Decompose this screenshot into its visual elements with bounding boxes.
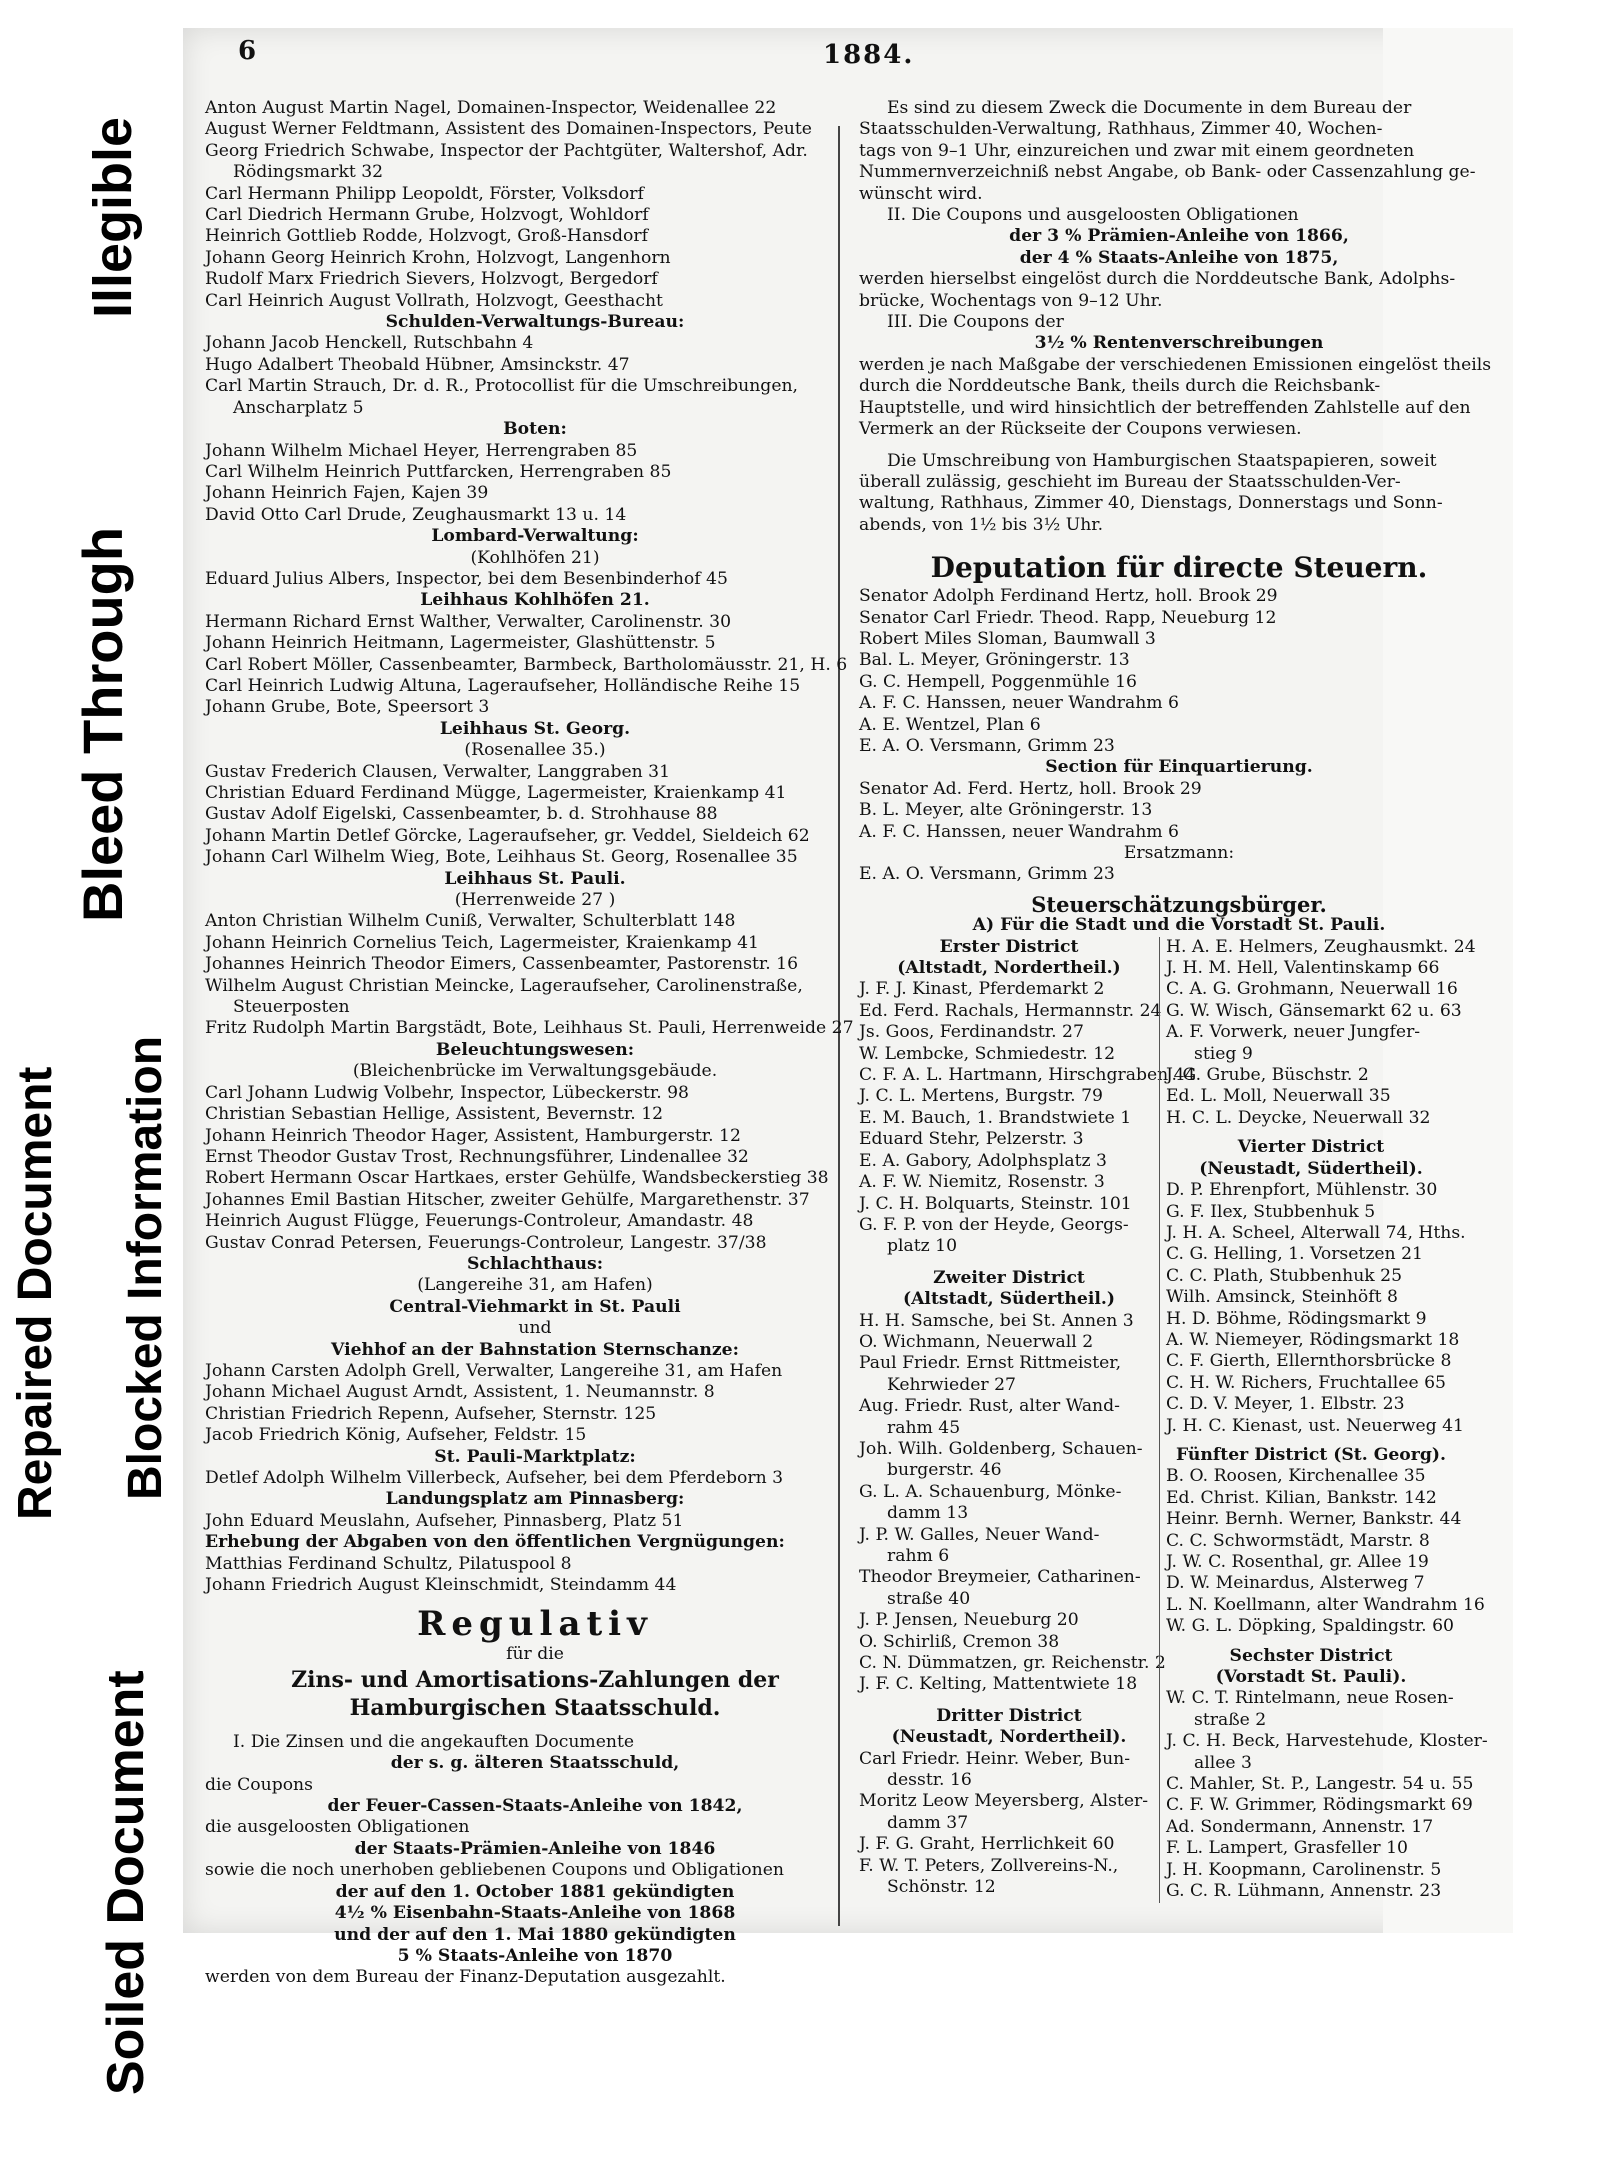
text-line: David Otto Carl Drude, Zeughausmarkt 13 u. 14 [205, 504, 627, 525]
text-line: C. Mahler, St. P., Langestr. 54 u. 55 [1166, 1774, 1474, 1795]
text-line: Robert Miles Sloman, Baumwall 3 [859, 628, 1156, 649]
district-subtitle: (Vorstadt St. Pauli). [1215, 1667, 1407, 1688]
text-line: Gustav Adolf Eigelski, Cassenbeamter, b. d. Strohhause 88 [205, 804, 718, 825]
text-line: E. A. O. Versmann, Grimm 23 [859, 735, 1115, 756]
text-line: Johann Wilhelm Michael Heyer, Herrengraben 85 [205, 440, 638, 461]
text-line: tags von 9–1 Uhr, einzureichen und zwar mit einem geordneten [859, 140, 1415, 161]
regulativ-title: Regulativ [417, 1604, 653, 1645]
section-heading: Leihhaus St. Georg. [439, 718, 631, 739]
text-line: J. C. H. Beck, Harvestehude, Kloster- [1166, 1731, 1488, 1752]
regulativ-subtitle: Zins- und Amortisations-Zahlungen der [291, 1666, 779, 1693]
text-line: der 3 % Prämien-Anleihe von 1866, [1009, 226, 1349, 247]
section-subheading: (Bleichenbrücke im Verwaltungsgebäude. [352, 1061, 718, 1082]
text-line: John Eduard Meuslahn, Aufseher, Pinnasberg, Platz 51 [205, 1510, 684, 1531]
section-subheading: (Herrenweide 27 ) [454, 890, 616, 911]
text-line: Aug. Friedr. Rust, alter Wand- [859, 1396, 1120, 1417]
text-line: rahm 45 [887, 1417, 961, 1438]
text-line: platz 10 [887, 1236, 958, 1257]
text-line: Ed. L. Moll, Neuerwall 35 [1166, 1086, 1391, 1107]
section-subheading: (Kohlhöfen 21) [470, 547, 600, 568]
text-line: B. L. Meyer, alte Gröningerstr. 13 [859, 800, 1153, 821]
text-line: werden hierselbst eingelöst durch die Norddeutsche Bank, Adolphs- [859, 269, 1456, 290]
text-line: W. C. T. Rintelmann, neue Rosen- [1166, 1688, 1454, 1709]
deputation-title: Deputation für directe Steuern. [930, 551, 1428, 585]
text-line: B. O. Roosen, Kirchenallee 35 [1166, 1466, 1426, 1487]
text-line: Anton August Martin Nagel, Domainen-Inspector, Weidenallee 22 [205, 98, 777, 118]
text-line: Rödingsmarkt 32 [233, 162, 384, 183]
text-line: der Feuer-Cassen-Staats-Anleihe von 1842, [327, 1796, 743, 1817]
text-line: Johann Carl Wilhelm Wieg, Bote, Leihhaus St. Georg, Rosenallee 35 [205, 847, 798, 868]
text-line: C. F. Gierth, Ellernthorsbrücke 8 [1166, 1351, 1452, 1372]
text-line: A. F. C. Hanssen, neuer Wandrahm 6 [859, 821, 1179, 842]
text-line: D. P. Ehrenpfort, Mühlenstr. 30 [1166, 1180, 1438, 1201]
text-line: J. W. C. Rosenthal, gr. Allee 19 [1166, 1552, 1429, 1572]
district-title: Dritter District [936, 1705, 1082, 1726]
label-illegible: Illegible [83, 116, 143, 318]
text-line: Carl Diedrich Hermann Grube, Holzvogt, Wohldorf [205, 205, 649, 226]
text-line: abends, von 1½ bis 3½ Uhr. [859, 514, 1104, 535]
text-line: Carl Hermann Philipp Leopoldt, Förster, Volksdorf [205, 183, 644, 204]
left-column [205, 98, 865, 1988]
section-heading: Beleuchtungswesen: [435, 1039, 635, 1060]
text-line: Johann Heinrich Heitmann, Lagermeister, Glashüttenstr. 5 [205, 633, 716, 654]
text-line: Christian Eduard Ferdinand Mügge, Lagermeister, Kraienkamp 41 [205, 783, 787, 803]
text-line: werden je nach Maßgabe der verschiedenen Emissionen eingelöst theils [859, 354, 1492, 375]
text-line: Moritz Leow Meyersberg, Alster- [859, 1791, 1149, 1812]
district-title: Vierter District [1237, 1137, 1385, 1158]
text-line: A. F. C. Hanssen, neuer Wandrahm 6 [859, 693, 1179, 714]
district-title: Erster District [939, 936, 1079, 957]
text-line: und der auf den 1. Mai 1880 gekündigten [334, 1924, 736, 1945]
text-line: brücke, Wochentags von 9–12 Uhr. [859, 290, 1163, 311]
text-line: Carl Heinrich August Vollrath, Holzvogt, Geesthacht [205, 290, 663, 311]
section-heading: Section für Einquartierung. [1045, 757, 1313, 778]
text-line: J. P. Jensen, Neueburg 20 [859, 1610, 1079, 1631]
text-line: Heinr. Bernh. Werner, Bankstr. 44 [1166, 1509, 1462, 1530]
text-line: 4½ % Eisenbahn-Staats-Anleihe von 1868 [334, 1903, 736, 1924]
text-line: Carl Robert Möller, Cassenbeamter, Barmbeck, Bartholomäusstr. 21, H. 6 [205, 654, 848, 675]
section-subheading: (Rosenallee 35.) [464, 740, 606, 761]
text-line: H. H. Samsche, bei St. Annen 3 [859, 1310, 1134, 1331]
text-line: I. Die Zinsen und die angekauften Documente [233, 1731, 635, 1752]
text-line: Eduard Stehr, Pelzerstr. 3 [859, 1129, 1084, 1150]
text-line: Johann Martin Detlef Görcke, Lageraufseher, gr. Veddel, Sieldeich 62 [205, 825, 810, 846]
text-line: Anton Christian Wilhelm Cuniß, Verwalter, Schulterblatt 148 [205, 911, 736, 932]
text-line: D. W. Meinardus, Alsterweg 7 [1166, 1573, 1425, 1594]
text-line: O. Schirliß, Cremon 38 [859, 1631, 1060, 1652]
text-line: J. C. H. Bolquarts, Steinstr. 101 [859, 1193, 1132, 1214]
text-line: Christian Friedrich Repenn, Aufseher, Sternstr. 125 [205, 1403, 657, 1424]
text-line: Johann Carsten Adolph Grell, Verwalter, Langereihe 31, am Hafen [205, 1360, 783, 1381]
text-line: C. C. Schwormstädt, Marstr. 8 [1166, 1530, 1430, 1551]
text-line: L. N. Koellmann, alter Wandrahm 16 [1166, 1594, 1485, 1615]
text-line: Staatsschulden-Verwaltung, Rathhaus, Zimmer 40, Wochen- [859, 119, 1383, 140]
section-subheading: (Langereihe 31, am Hafen) [417, 1275, 653, 1296]
text-line: Rudolf Marx Friedrich Sievers, Holzvogt, Bergedorf [205, 269, 658, 290]
text-line: straße 2 [1194, 1709, 1267, 1730]
text-line: J. C. L. Mertens, Burgstr. 79 [859, 1086, 1103, 1107]
text-line: desstr. 16 [887, 1770, 972, 1791]
text-line: J. H. Koopmann, Carolinenstr. 5 [1166, 1859, 1442, 1880]
text-line: der 4 % Staats-Anleihe von 1875, [1019, 247, 1339, 268]
text-line: Carl Martin Strauch, Dr. d. R., Protocollist für die Umschreibungen, [205, 376, 799, 397]
text-line: Carl Friedr. Heinr. Weber, Bun- [859, 1748, 1131, 1769]
text-line: C. N. Dümmatzen, gr. Reichenstr. 2 [859, 1653, 1166, 1674]
text-line: Detlef Adolph Wilhelm Villerbeck, Aufseher, bei dem Pferdeborn 3 [205, 1468, 784, 1488]
text-line: J. F. J. Kinast, Pferdemarkt 2 [859, 979, 1105, 1000]
text-line: J. G. Grube, Büschstr. 2 [1166, 1065, 1369, 1086]
text-line: Schönstr. 12 [887, 1877, 996, 1898]
text-line: Steuerposten [233, 997, 350, 1018]
section-subheading: Ersatzmann: [1123, 843, 1235, 863]
text-line: G. C. Hempell, Poggenmühle 16 [859, 671, 1137, 692]
text-line: Ed. Christ. Kilian, Bankstr. 142 [1166, 1487, 1437, 1508]
text-line: E. A. Gabory, Adolphsplatz 3 [859, 1150, 1107, 1171]
regulativ-subtitle: Hamburgischen Staatsschuld. [349, 1694, 721, 1721]
text-line: Wilh. Amsinck, Steinhöft 8 [1166, 1287, 1398, 1308]
text-line: Georg Friedrich Schwabe, Inspector der Pachtgüter, Waltershof, Adr. [205, 140, 808, 161]
text-line: Wilhelm August Christian Meincke, Lageraufseher, Carolinenstraße, [205, 975, 803, 996]
section-heading: Central-Viehmarkt in St. Pauli [389, 1296, 681, 1317]
district-title: Fünfter District (St. Georg). [1176, 1444, 1446, 1465]
text-line: G. F. P. von der Heyde, Georgs- [859, 1214, 1129, 1235]
text-line: Kehrwieder 27 [887, 1374, 1016, 1395]
text-line: durch die Norddeutsche Bank, theils durch die Reichsbank- [859, 376, 1381, 397]
text-line: Johannes Heinrich Theodor Eimers, Cassenbeamter, Pastorenstr. 16 [205, 954, 799, 975]
text-line: H. D. Böhme, Rödingsmarkt 9 [1166, 1308, 1427, 1329]
text-line: Johann Heinrich Fajen, Kajen 39 [205, 483, 489, 504]
text-line: Robert Hermann Oscar Hartkaes, erster Gehülfe, Wandsbeckerstieg 38 [205, 1168, 829, 1189]
text-line: J. F. G. Graht, Herrlichkeit 60 [859, 1834, 1115, 1855]
text-line: Hugo Adalbert Theobald Hübner, Amsinckstr. 47 [205, 354, 630, 375]
text-line: August Werner Feldtmann, Assistent des Domainen-Inspectors, Peute [205, 119, 812, 140]
text-line: werden von dem Bureau der Finanz-Deputation ausgezahlt. [205, 1967, 726, 1988]
text-line: Eduard Julius Albers, Inspector, bei dem Besenbinderhof 45 [205, 568, 728, 589]
document-page [183, 28, 1513, 1988]
text-line: W. G. L. Döpking, Spaldingstr. 60 [1166, 1616, 1454, 1637]
text-line: Johannes Emil Bastian Hitscher, zweiter Gehülfe, Margarethenstr. 37 [205, 1189, 810, 1210]
text-line: Joh. Wilh. Goldenberg, Schauen- [859, 1438, 1143, 1459]
section-heading: Viehhof an der Bahnstation Sternschanze: [331, 1339, 739, 1360]
text-line: der Staats-Prämien-Anleihe von 1846 [354, 1838, 716, 1859]
district-title: Zweiter District [933, 1267, 1085, 1288]
text-line: E. A. O. Versmann, Grimm 23 [859, 864, 1115, 885]
text-line: Ad. Sondermann, Annenstr. 17 [1166, 1816, 1434, 1837]
text-line: A. F. W. Niemitz, Rosenstr. 3 [859, 1172, 1105, 1193]
text-line: C. C. Plath, Stubbenhuk 25 [1166, 1265, 1403, 1286]
text-line: allee 3 [1194, 1752, 1252, 1773]
text-line: damm 13 [887, 1503, 969, 1524]
text-line: 3½ % Rentenverschreibungen [1034, 333, 1324, 354]
text-line: Johann Friedrich August Kleinschmidt, Steindamm 44 [205, 1575, 677, 1596]
text-line: Die Umschreibung von Hamburgischen Staatspapieren, soweit [887, 450, 1437, 471]
district-subtitle: (Neustadt, Südertheil). [1199, 1158, 1423, 1179]
text-line: 5 % Staats-Anleihe von 1870 [397, 1945, 673, 1966]
text-line: Paul Friedr. Ernst Rittmeister, [859, 1353, 1122, 1374]
text-line: Ed. Ferd. Rachals, Hermannstr. 24 [859, 1000, 1162, 1021]
section-heading: Leihhaus Kohlhöfen 21. [420, 590, 650, 611]
section-heading: Leihhaus St. Pauli. [444, 868, 626, 889]
text-line: J. P. W. Galles, Neuer Wand- [859, 1524, 1100, 1545]
text-line: C. D. V. Meyer, 1. Elbstr. 23 [1166, 1394, 1405, 1415]
text-line: stieg 9 [1194, 1043, 1253, 1064]
text-line: A. F. Vorwerk, neuer Jungfer- [1166, 1022, 1421, 1043]
section-subheading: A) Für die Stadt und die Vorstadt St. Pauli. [972, 915, 1386, 936]
text-line: W. Lembcke, Schmiedestr. 12 [859, 1043, 1116, 1064]
district-columns [859, 937, 1499, 1903]
text-line: Johann Michael August Arndt, Assistent, 1. Neumannstr. 8 [205, 1382, 715, 1403]
text-line: Senator Adolph Ferdinand Hertz, holl. Brook 29 [859, 586, 1278, 607]
section-heading: St. Pauli-Marktplatz: [434, 1446, 636, 1467]
text-line: überall zulässig, geschieht im Bureau der Staatsschulden-Ver- [859, 471, 1401, 492]
right-column [859, 98, 1499, 1903]
text-line: Christian Sebastian Hellige, Assistent, Bevernstr. 12 [205, 1104, 664, 1125]
district-column-left [859, 936, 1196, 1903]
district-column-right [1159, 936, 1488, 1903]
text-line: Theodor Breymeier, Catharinen- [859, 1567, 1141, 1588]
text-line: Js. Goos, Ferdinandstr. 27 [859, 1022, 1084, 1043]
page-year: 1884. [823, 40, 915, 70]
text-line: der s. g. älteren Staatsschuld, [390, 1753, 680, 1774]
text-line: Johann Jacob Henckell, Rutschbahn 4 [205, 333, 534, 354]
text-line: Carl Heinrich Ludwig Altuna, Lageraufseher, Holländische Reihe 15 [205, 675, 801, 696]
text-line: Jacob Friedrich König, Aufseher, Feldstr. 15 [205, 1425, 587, 1446]
text-line: G. C. R. Lühmann, Annenstr. 23 [1166, 1881, 1442, 1902]
text-line: F. L. Lampert, Grasfeller 10 [1166, 1838, 1408, 1859]
text-line: J. H. C. Kienast, ust. Neuerweg 41 [1166, 1415, 1464, 1436]
text-line: A. E. Wentzel, Plan 6 [859, 714, 1041, 735]
text-line: J. H. A. Scheel, Alterwall 74, Hths. [1166, 1222, 1466, 1243]
district-subtitle: (Altstadt, Nordertheil.) [897, 958, 1121, 979]
text-line: burgerstr. 46 [887, 1460, 1002, 1481]
text-line: H. C. L. Deycke, Neuerwall 32 [1166, 1107, 1431, 1128]
text-line: II. Die Coupons und ausgeloosten Obligationen [887, 205, 1299, 226]
text-line: straße 40 [887, 1588, 971, 1609]
text-line: die Coupons [205, 1774, 313, 1795]
regulativ-fuer: für die [506, 1644, 564, 1665]
text-line: Senator Ad. Ferd. Hertz, holl. Brook 29 [859, 778, 1202, 799]
district-title: Sechster District [1229, 1645, 1393, 1666]
label-soiled-document: Soiled Document [97, 1670, 155, 2095]
text-line: Gustav Frederich Clausen, Verwalter, Langgraben 31 [205, 761, 671, 782]
text-line: Ernst Theodor Gustav Trost, Rechnungsführer, Lindenallee 32 [205, 1146, 749, 1167]
text-line: F. W. T. Peters, Zollvereins-N., [859, 1855, 1119, 1876]
text-line: Es sind zu diesem Zweck die Documente in dem Bureau der [887, 98, 1412, 118]
text-line: wünscht wird. [859, 183, 983, 204]
district-subtitle: (Altstadt, Südertheil.) [902, 1289, 1116, 1310]
text-line: damm 37 [887, 1812, 969, 1833]
text-line: Johann Heinrich Cornelius Teich, Lagermeister, Kraienkamp 41 [205, 932, 759, 953]
label-repaired-document: Repaired Document [9, 1066, 62, 1520]
text-line: Matthias Ferdinand Schultz, Pilatuspool 8 [205, 1553, 572, 1574]
text-line: Gustav Conrad Petersen, Feuerungs-Controleur, Langestr. 37/38 [205, 1232, 767, 1253]
text-line: C. G. Helling, 1. Vorsetzen 21 [1166, 1244, 1423, 1265]
section-heading: Steuerschätzungsbürger. [1031, 891, 1327, 917]
text-line: Johann Heinrich Theodor Hager, Assistent, Hamburgerstr. 12 [205, 1125, 741, 1146]
text-line: C. A. G. Grohmann, Neuerwall 16 [1166, 979, 1458, 1000]
text-line: sowie die noch unerhoben gebliebenen Coupons und Obligationen [205, 1860, 784, 1881]
text-line: C. F. A. L. Hartmann, Hirschgraben 44 [859, 1065, 1196, 1086]
text-line: Nummernverzeichniß nebst Angabe, ob Bank- oder Cassenzahlung ge- [859, 162, 1476, 183]
text-line: G. W. Wisch, Gänsemarkt 62 u. 63 [1166, 1000, 1462, 1021]
section-heading: Erhebung der Abgaben von den öffentlichen Vergnügungen: [205, 1532, 785, 1553]
side-label-panel [0, 0, 180, 2177]
text-line: E. M. Bauch, 1. Brandstwiete 1 [859, 1107, 1132, 1128]
text-line: Johann Georg Heinrich Krohn, Holzvogt, Langenhorn [205, 247, 671, 268]
text-line: Anscharplatz 5 [233, 397, 364, 418]
text-line: Carl Wilhelm Heinrich Puttfarcken, Herrengraben 85 [205, 461, 672, 482]
section-heading: Landungsplatz am Pinnasberg: [385, 1489, 685, 1510]
label-blocked-information: Blocked Information [119, 1035, 172, 1500]
text-line: rahm 6 [887, 1546, 950, 1566]
text-line: G. L. A. Schauenburg, Mönke- [859, 1481, 1122, 1502]
section-heading: Schulden-Verwaltungs-Bureau: [385, 312, 685, 333]
text-line: Fritz Rudolph Martin Bargstädt, Bote, Leihhaus St. Pauli, Herrenweide 27 [205, 1018, 854, 1039]
text-line: der auf den 1. October 1881 gekündigten [335, 1881, 735, 1902]
text-line: Hauptstelle, und wird hinsichtlich der betreffenden Zahlstelle auf den [859, 397, 1471, 418]
text-line: H. A. E. Helmers, Zeughausmkt. 24 [1166, 936, 1476, 957]
text-line: J. F. C. Kelting, Mattentwiete 18 [859, 1674, 1138, 1695]
section-heading: Lombard-Verwaltung: [431, 526, 639, 547]
text-line: C. F. W. Grimmer, Rödingsmarkt 69 [1166, 1795, 1473, 1816]
page-number: 6 [238, 36, 257, 66]
text-line: J. H. M. Hell, Valentinskamp 66 [1166, 958, 1440, 979]
text-line: Heinrich Gottlieb Rodde, Holzvogt, Groß-Hansdorf [205, 226, 648, 247]
text-line: Hermann Richard Ernst Walther, Verwalter, Carolinenstr. 30 [205, 611, 732, 632]
text-line: Johann Grube, Bote, Speersort 3 [205, 697, 490, 718]
text-line: G. F. Ilex, Stubbenhuk 5 [1166, 1201, 1376, 1222]
label-bleed-through: Bleed Through [71, 526, 134, 922]
section-heading: Schlachthaus: [466, 1253, 604, 1274]
text-line: Heinrich August Flügge, Feuerungs-Controleur, Amandastr. 48 [205, 1211, 754, 1232]
section-subheading: und [518, 1318, 552, 1339]
section-heading: Boten: [503, 419, 567, 440]
text-line: Bal. L. Meyer, Gröningerstr. 13 [859, 650, 1130, 671]
district-subtitle: (Neustadt, Nordertheil). [891, 1727, 1127, 1748]
text-line: Vermerk an der Rückseite der Coupons verwiesen. [859, 419, 1302, 440]
text-line: A. W. Niemeyer, Rödingsmarkt 18 [1166, 1329, 1460, 1350]
text-line: O. Wichmann, Neuerwall 2 [859, 1331, 1094, 1352]
text-line: C. H. W. Richers, Fruchtallee 65 [1166, 1372, 1446, 1393]
text-line: Senator Carl Friedr. Theod. Rapp, Neueburg 12 [859, 607, 1277, 628]
text-line: waltung, Rathhaus, Zimmer 40, Dienstags, Donnerstags und Sonn- [859, 493, 1443, 514]
text-line: die ausgeloosten Obligationen [205, 1817, 470, 1838]
text-line: III. Die Coupons der [887, 312, 1064, 333]
text-line: Carl Johann Ludwig Volbehr, Inspector, Lübeckerstr. 98 [205, 1082, 689, 1103]
